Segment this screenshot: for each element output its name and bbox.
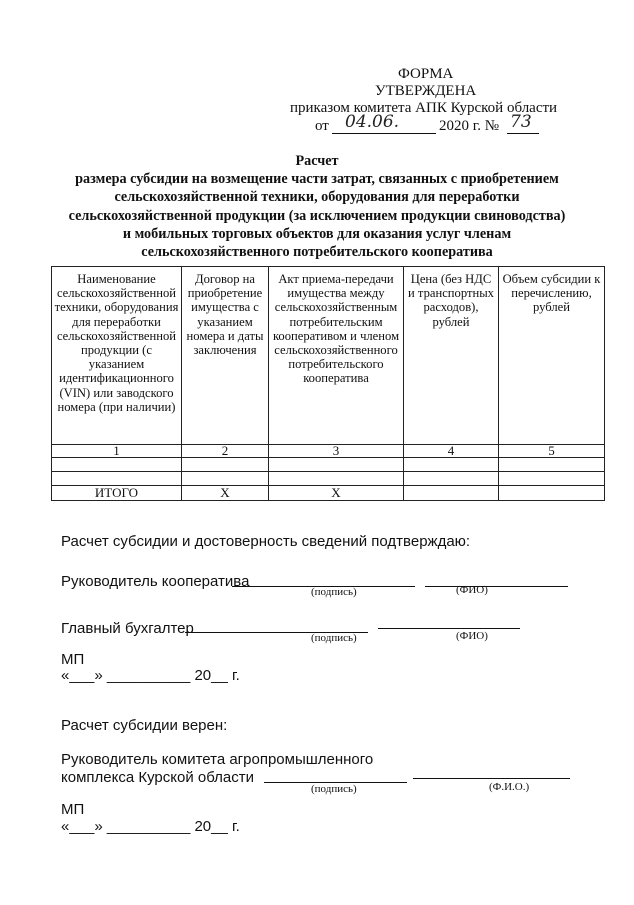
number-cell: 5 xyxy=(499,445,605,458)
number-cell: 2 xyxy=(182,445,269,458)
year-number-text: 2020 г. № xyxy=(439,118,500,134)
coop-fio-line xyxy=(425,586,568,587)
stamp-label-2: МП xyxy=(61,801,85,818)
empty-cell xyxy=(404,472,499,486)
table-row xyxy=(52,458,605,472)
number-cell: 3 xyxy=(269,445,404,458)
table-total-row xyxy=(52,486,605,501)
head-committee-line-2: комплекса Курской области xyxy=(61,769,254,786)
head-committee-line-1: Руководитель комитета агропромышленного xyxy=(61,751,374,768)
committee-fio-line xyxy=(413,778,570,779)
empty-cell xyxy=(269,472,404,486)
number-underline xyxy=(507,133,539,134)
subsidy-table xyxy=(51,266,605,501)
total-cell: Х xyxy=(182,486,269,501)
head-coop-label: Руководитель кооператива xyxy=(61,573,250,590)
committee-signature-caption: (подпись) xyxy=(311,783,357,795)
number-cell: 1 xyxy=(52,445,182,458)
date-line: «___» __________ 20__ г. xyxy=(61,667,240,684)
acc-fio-line xyxy=(378,628,520,629)
coop-signature-caption: (подпись) xyxy=(311,586,357,598)
empty-cell xyxy=(404,458,499,472)
handwritten-number: 73 xyxy=(510,112,532,132)
empty-cell xyxy=(52,472,182,486)
title-line-4: сельскохозяйственной продукции (за исключением продукции свиноводства) xyxy=(68,208,566,224)
form-label: ФОРМА xyxy=(398,66,454,82)
header-col-4: Цена (без НДС и транспортных расходов), рублей xyxy=(404,267,499,445)
empty-cell xyxy=(182,458,269,472)
stamp-label: МП xyxy=(61,651,85,668)
title-line-1: Расчет xyxy=(295,153,339,169)
coop-fio-caption: (ФИО) xyxy=(456,584,488,596)
title-line-2: размера субсидии на возмещение части затрат, связанных с приобретением xyxy=(75,171,559,187)
empty-cell xyxy=(52,458,182,472)
empty-cell xyxy=(499,472,605,486)
total-label: ИТОГО xyxy=(52,486,182,501)
number-cell: 4 xyxy=(404,445,499,458)
verify-statement: Расчет субсидии верен: xyxy=(61,717,228,734)
date-prefix: от xyxy=(315,118,329,134)
total-cell: Х xyxy=(269,486,404,501)
date-line-2: «___» __________ 20__ г. xyxy=(61,818,240,835)
table-row xyxy=(52,472,605,486)
empty-cell xyxy=(269,458,404,472)
header-col-5: Объем субсидии к перечислению, рублей xyxy=(499,267,605,445)
title-line-6: сельскохозяйственного потребительского кооператива xyxy=(141,244,493,260)
table-number-row xyxy=(52,445,605,458)
total-cell xyxy=(499,486,605,501)
committee-fio-caption: (Ф.И.О.) xyxy=(489,781,530,793)
title-line-3: сельскохозяйственной техники, оборудования для переработки xyxy=(114,189,520,205)
header-col-3: Акт приема-передачи имущества между сельскохозяйственным потребительским кооперативом и членом сельскохозяйственного потребительского кооператива xyxy=(269,267,404,445)
acc-signature-caption: (подпись) xyxy=(311,632,357,644)
header-col-1: Наименование сельскохозяйственной техники, оборудования для переработки сельскохозяйственной продукции (с указанием идентификационного (VIN) или заводского номера (при наличии) xyxy=(52,267,182,445)
empty-cell xyxy=(182,472,269,486)
order-text: приказом комитета АПК Курской области xyxy=(290,100,558,116)
acc-fio-caption: (ФИО) xyxy=(456,630,488,642)
total-cell xyxy=(404,486,499,501)
header-col-2: Договор на приобретение имущества с указанием номера и даты заключения xyxy=(182,267,269,445)
handwritten-date: 04.06. xyxy=(345,112,400,132)
empty-cell xyxy=(499,458,605,472)
chief-accountant-label: Главный бухгалтер xyxy=(61,620,194,637)
table-header-row xyxy=(52,267,605,445)
date-underline xyxy=(332,133,436,134)
confirm-statement: Расчет субсидии и достоверность сведений подтверждаю: xyxy=(61,533,471,550)
approved-label: УТВЕРЖДЕНА xyxy=(375,83,477,99)
title-line-5: и мобильных торговых объектов для оказания услуг членам xyxy=(122,226,512,242)
